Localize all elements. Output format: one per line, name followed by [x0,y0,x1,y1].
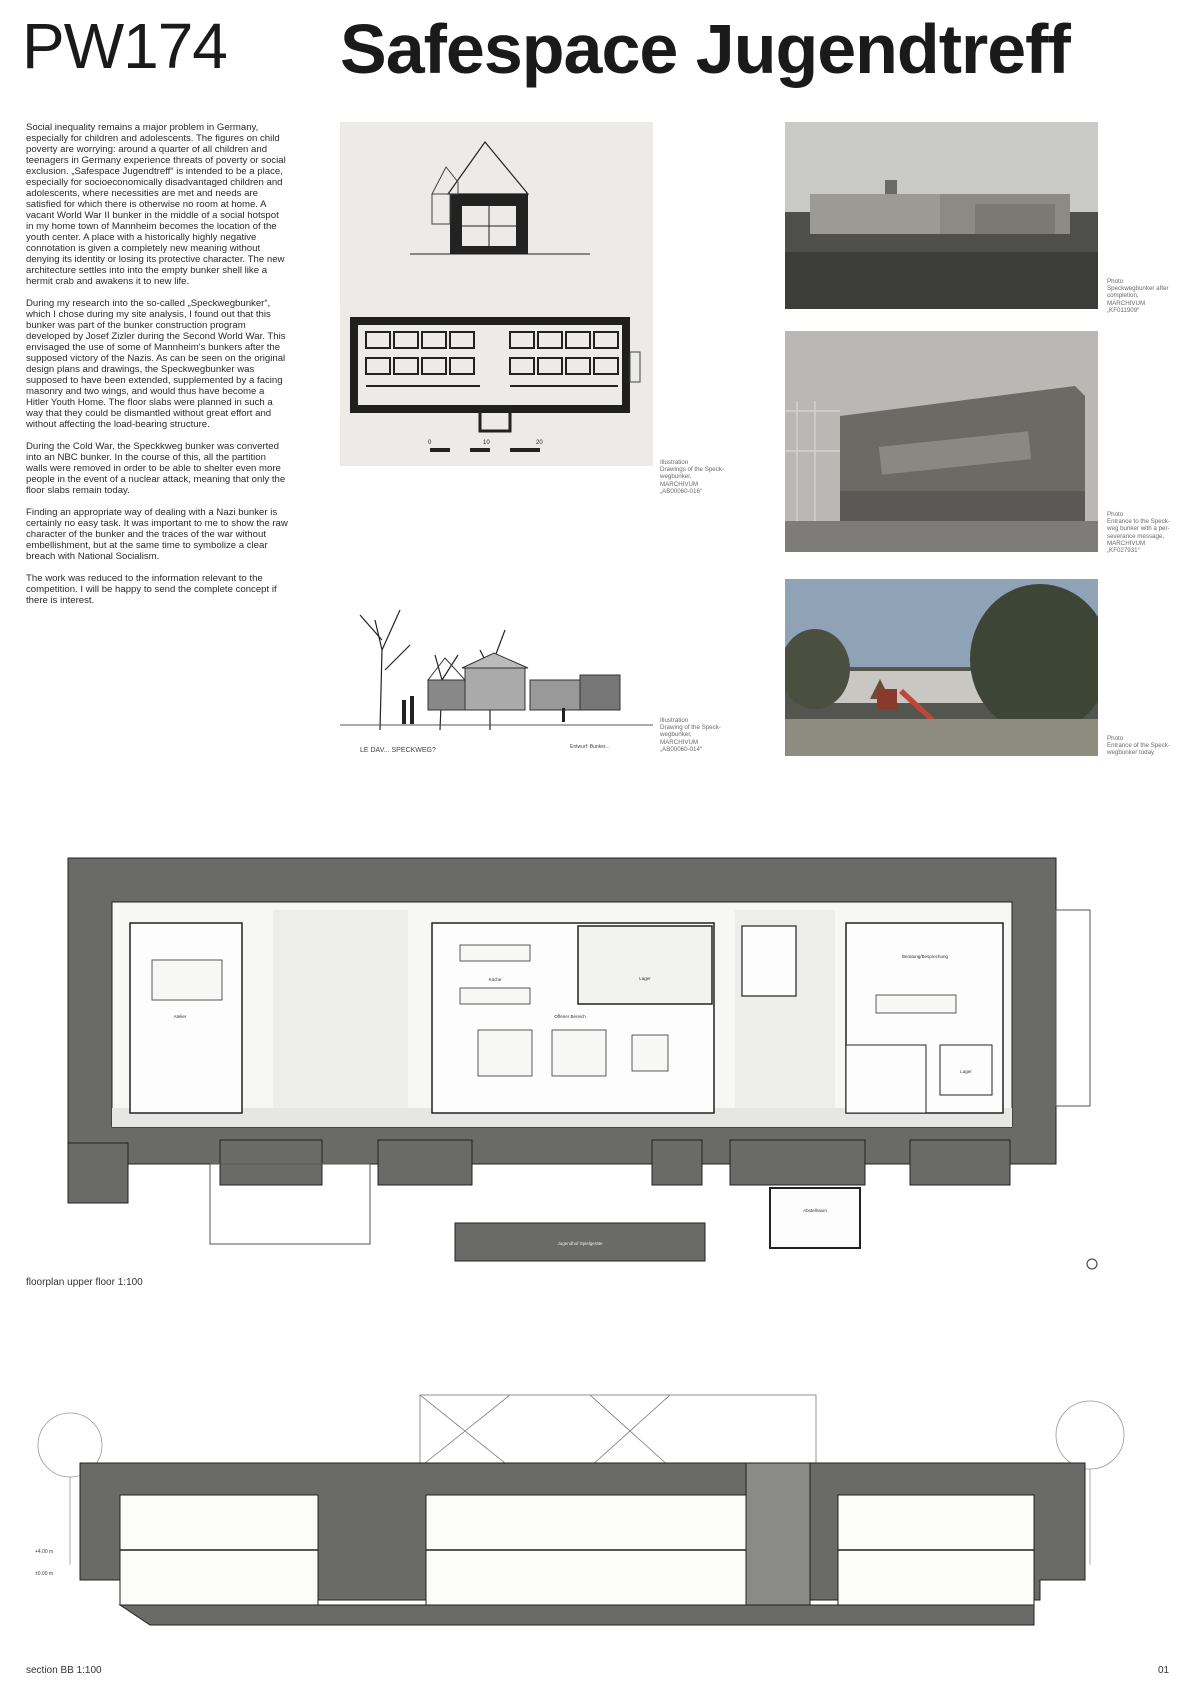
sketch-label: Entwurf: Bunker... [570,744,610,750]
level-label: ±0.00 m [35,1571,54,1577]
bunker-photo-historic [785,122,1098,309]
caption-line: Photo [1107,735,1124,742]
caption-line: MARCHIVUM [660,480,699,488]
level-label: +4.00 m [35,1549,54,1555]
intro-paragraph: Social inequality remains a major problem in Germany, especially for children and adolescents. The figures on child poverty are worrying: around a quarter of all children and teenagers in Germany experience threats of poverty or social exclusion. „Safespace Jugendtreff“ is intended to be a place, especially for socioeconomically disadvantaged children and adolescents, where necessities are met and needs are satisfied for which there is otherwise no room at home. A vacant World War II bunker in the middle of a social hotspot in my home town of Mannheim becomes the location of the youth center. A place with a historically highly negative connotation is given a completely new meaning without denying its identity or losing its protective character. The new architecture settles into into the empty bunker shell like a hermit crab and awakens it to new life. [26,122,286,287]
page-title: Safespace Jugendtreff [340,10,1070,88]
intro-paragraph: The work was reduced to the information relevant to the competition. I will be happy to send the complete concept if there is interest. [26,573,277,606]
intro-text [26,122,288,617]
section-label: section BB 1:100 [26,1665,102,1676]
caption-line: MARCHIVUM [1107,539,1146,547]
caption-photo3 [1107,735,1185,757]
caption-drawings [660,459,738,495]
caption-line: Photo [1107,278,1124,285]
caption-photo2 [1107,511,1185,554]
scale-label: 20 [536,440,543,446]
caption-line: Drawings of the Speck- [660,466,724,474]
caption-line: wegbunker today [1107,749,1155,757]
room-label: Abstellraum [803,1208,827,1213]
intro-paragraph: Finding an appropriate way of dealing with a Nazi bunker is certainly no easy task. It was important to me to show the raw character of the bunker and the traces of the war without embellishment, but at the same time to symbolize a clear breach with National Socialism. [26,507,288,562]
room-label: Jugendhof Spielgeräte [557,1241,603,1246]
caption-line: Illustration [660,459,689,466]
caption-line: MARCHIVUM [1107,299,1146,307]
floorplan-label: floorplan upper floor 1:100 [26,1277,143,1288]
scale-label: 10 [483,440,490,446]
caption-photo1 [1107,278,1185,314]
caption-drawing [660,717,738,753]
floorplan-svg [40,840,1150,1270]
room-label: Beratung/Besprechung [901,954,949,959]
floorplan-drawing [40,840,1150,1270]
caption-line: „KF011909“ [1107,306,1140,314]
historic-drawings-image [340,122,653,466]
caption-line: severance message, [1107,532,1165,540]
caption-line: „KF027931“ [1107,547,1140,555]
room-label: Atelier [173,1014,187,1019]
north-arrow-icon [1087,1259,1097,1269]
section-drawing [30,1385,1140,1635]
caption-line: „AB00060-014“ [660,745,702,753]
caption-line: wegbunker, [660,473,692,481]
photo-svg [785,579,1098,756]
room-label: Küche [488,977,502,982]
historic-drawings-svg [340,122,653,466]
caption-line: Photo [1107,511,1124,518]
photo-svg [785,122,1098,309]
caption-line: completion, [1107,292,1139,300]
project-code: PW174 [22,10,227,82]
room-label: Lager [960,1069,972,1074]
sketch-label: LE DAV... SPECKWEG? [360,747,436,754]
caption-line: Illustration [660,717,689,724]
page-number: 01 [1158,1665,1170,1676]
intro-paragraph: During the Cold War, the Speckkweg bunker was converted into an NBC bunker. In the course of this, all the partition walls were removed in order to be able to shelter even more people in the event of a nuclear attack, meaning that only the floor slabs remain today. [26,441,286,496]
bunker-photo-today [785,579,1098,756]
caption-line: Drawing of the Speck- [660,724,721,732]
room-label: Lager [639,976,651,981]
historic-sketch-svg [340,560,653,760]
caption-line: „AB00060-016“ [660,487,702,495]
photo-svg [785,331,1098,552]
caption-line: Entrance of the Speck- [1107,742,1170,750]
historic-sketch-image [340,560,653,760]
intro-paragraph: During my research into the so-called „Speckwegbunker“, which I chose during my site analysis, I found out that this bunker was part of the bunker construction program developed by Josef Zizler during the Second World War. This envisaged the use of some of Mannheim's bunkers after the supposed victory of the Nazis. As can be seen on the original design plans and drawings, the Speckwegbunker was supposed to have been extended, supplemented by a facing masonry and two wings, and would thus have become a Hitler Youth Home. The floor slabs were planned in such a way that they could be dismantled without great effort and without affecting the load-bearing structure. [26,298,286,430]
section-svg [30,1385,1140,1635]
caption-line: weg bunker with a per- [1107,525,1170,533]
caption-line: MARCHIVUM [660,738,699,746]
scale-label: 0 [428,440,432,446]
caption-line: Speckwegbunker after [1107,285,1169,293]
caption-line: wegbunker, [660,731,692,739]
bunker-photo-entrance [785,331,1098,552]
room-label: Offener Bereich [554,1014,586,1019]
caption-line: Entrance to the Speck- [1107,518,1170,526]
